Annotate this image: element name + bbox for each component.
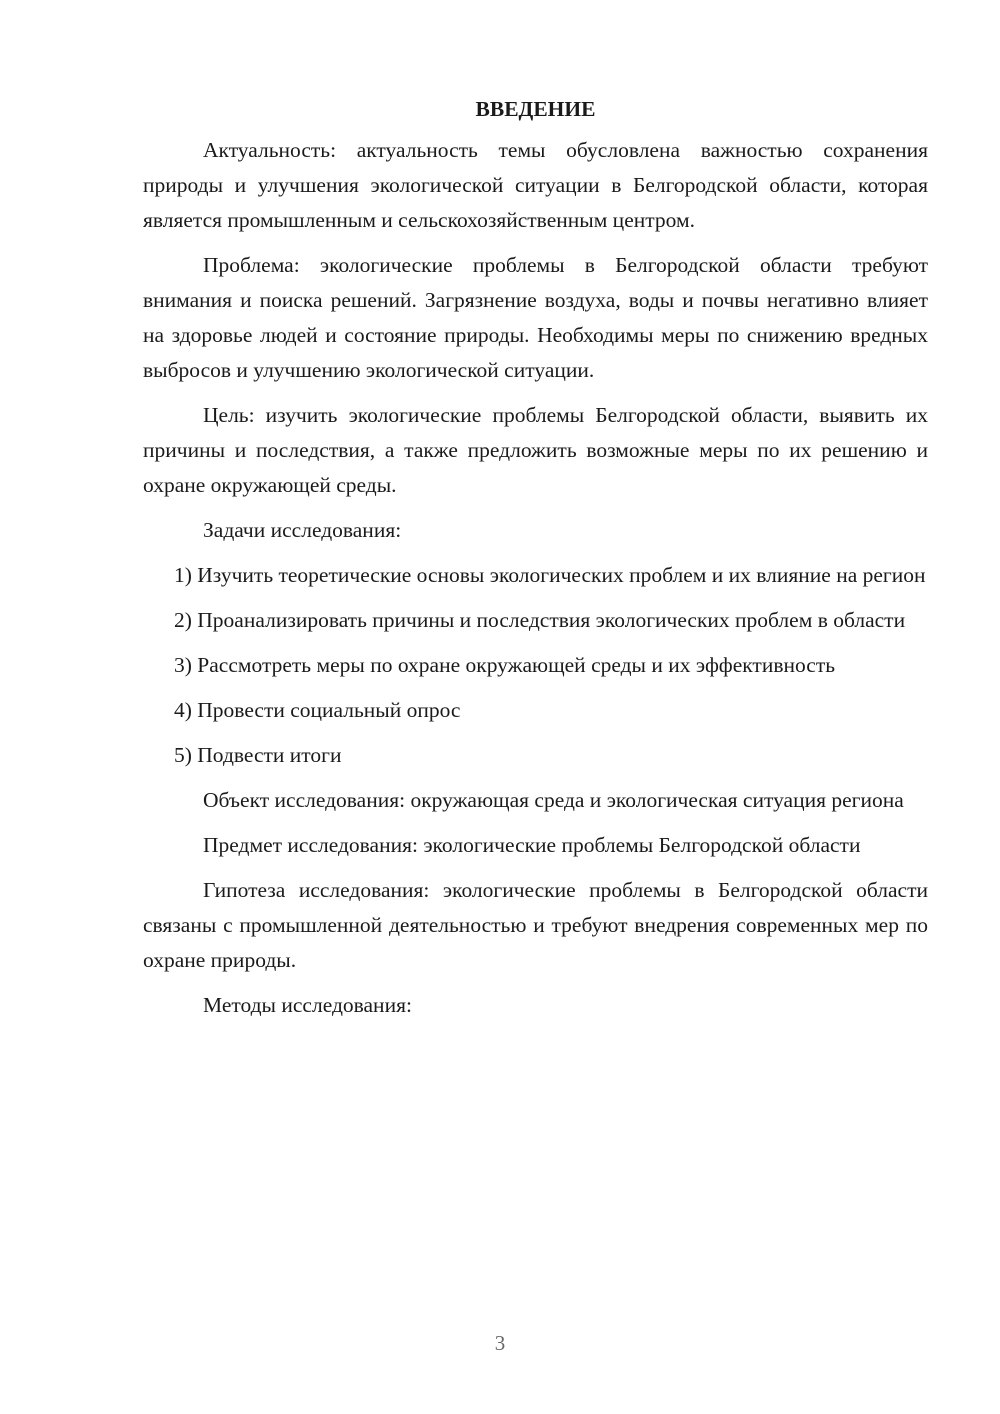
- tasks-title: Задачи исследования:: [203, 518, 402, 542]
- task-item: 5) Подвести итоги: [174, 743, 342, 767]
- methods-title: Методы исследования:: [203, 993, 412, 1017]
- subject-paragraph: Предмет исследования: экологические проблемы Белгородской области: [203, 833, 861, 857]
- page-number: 3: [494, 1331, 506, 1355]
- problem-paragraph: Проблема: экологические проблемы в Белгородской области требуют внимания и поиска решений. Загрязнение воздуха, воды и почвы негативно влияет на здоровье людей и состояние природы. Необходимы меры по снижению вредных выбросов и улучшению экологической ситуации.: [143, 253, 928, 382]
- section-heading: ВВЕДЕНИЕ: [475, 97, 596, 121]
- task-item: 1) Изучить теоретические основы экологических проблем и их влияние на регион: [174, 563, 926, 587]
- task-item: 3) Рассмотреть меры по охране окружающей среды и их эффективность: [174, 653, 836, 677]
- task-item: 4) Провести социальный опрос: [174, 698, 461, 722]
- relevance-paragraph: Актуальность: актуальность темы обусловлена важностью сохранения природы и улучшения экологической ситуации в Белгородской области, которая является промышленным и сельскохозяйственным центром.: [143, 138, 928, 232]
- goal-paragraph: Цель: изучить экологические проблемы Белгородской области, выявить их причины и последствия, а также предложить возможные меры по их решению и охране окружающей среды.: [143, 403, 928, 497]
- task-item: 2) Проанализировать причины и последствия экологических проблем в области: [174, 608, 906, 632]
- document-page: [143, 92, 928, 1023]
- hypothesis-paragraph: Гипотеза исследования: экологические проблемы в Белгородской области связаны с промышленной деятельностью и требуют внедрения современных мер по охране природы.: [143, 878, 928, 972]
- object-paragraph: Объект исследования: окружающая среда и экологическая ситуация региона: [203, 788, 904, 812]
